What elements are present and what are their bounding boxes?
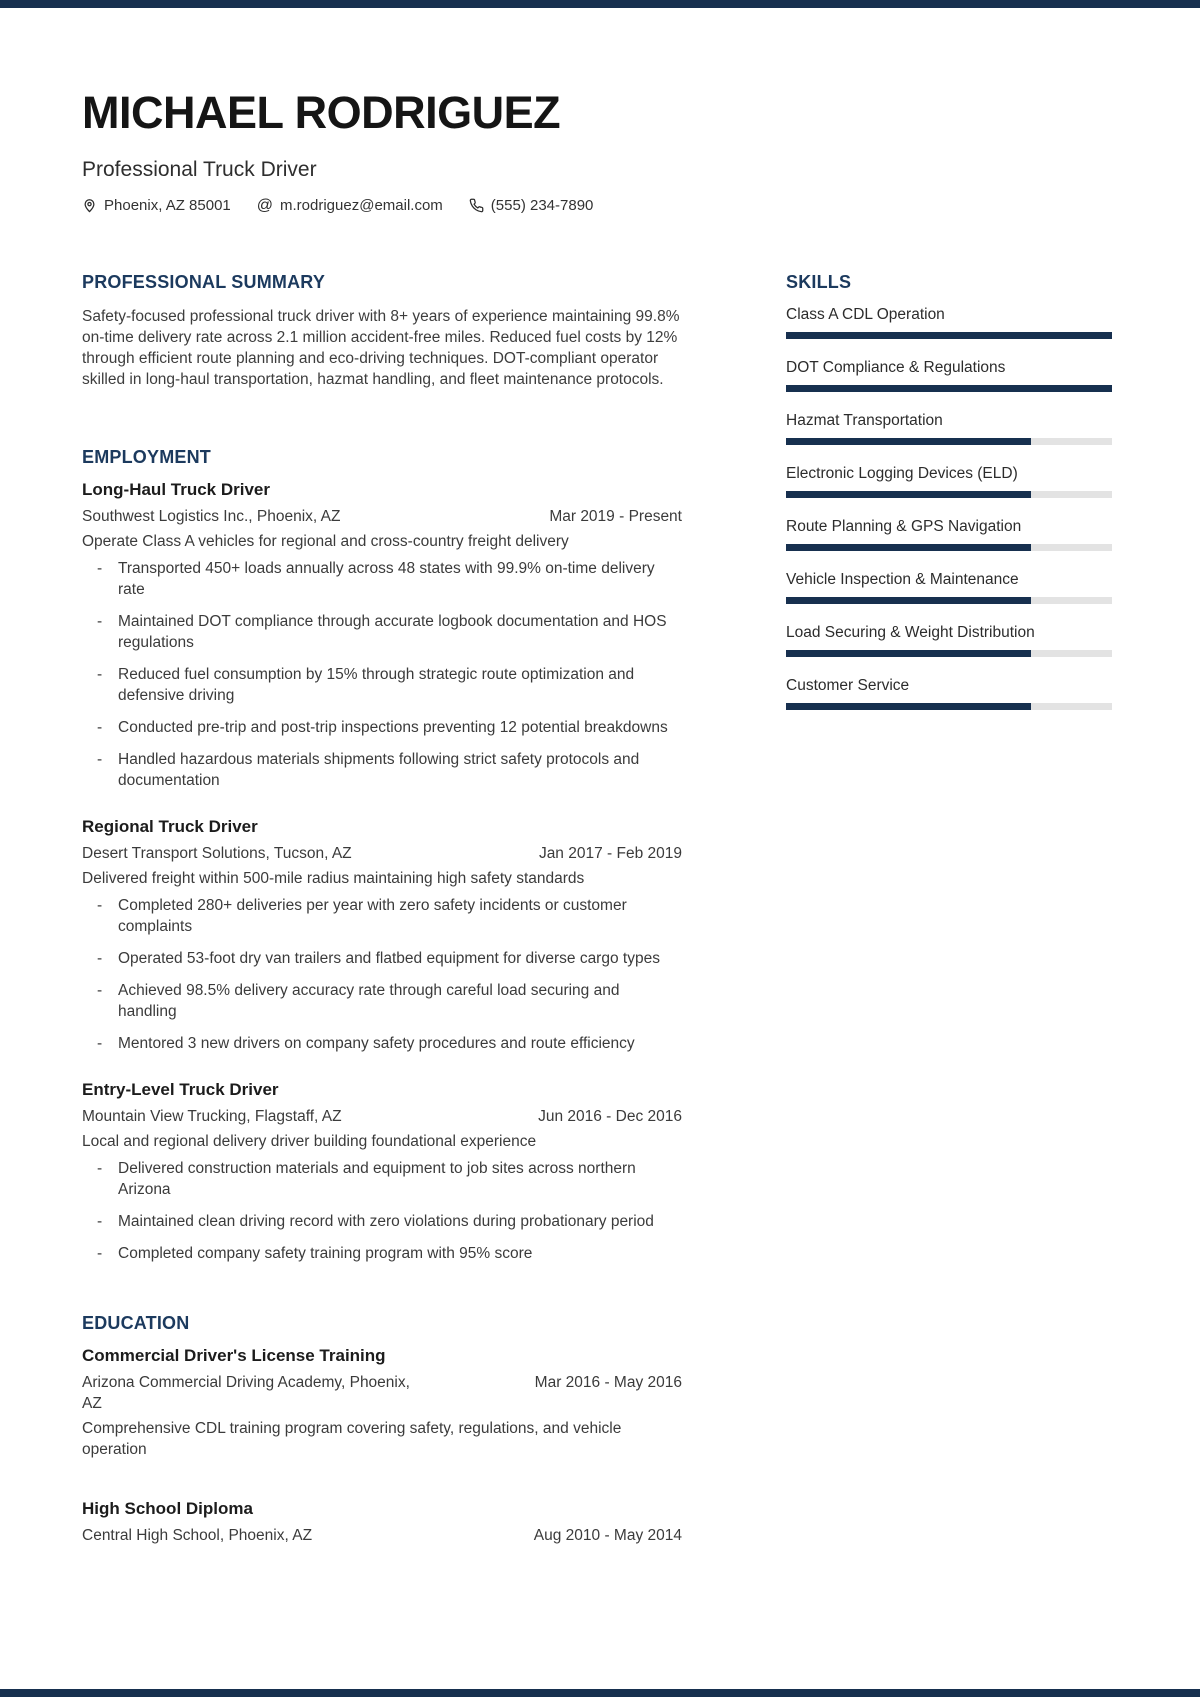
main-column — [82, 273, 682, 1550]
skill-bar-track — [786, 438, 1112, 445]
education-meta-row — [82, 1372, 682, 1414]
bullet-text: Handled hazardous materials shipments following strict safety protocols and documentation — [118, 751, 640, 789]
summary-heading: PROFESSIONAL SUMMARY — [82, 272, 326, 292]
education-title: Commercial Driver's License Training — [82, 1346, 386, 1365]
education-list — [82, 1347, 682, 1546]
summary-section — [82, 273, 682, 390]
skill-row — [786, 359, 1112, 392]
skill-row — [786, 677, 1112, 710]
job-entry — [82, 481, 682, 791]
contact-email — [257, 197, 443, 214]
bullet-text: Conducted pre-trip and post-trip inspections preventing 12 potential breakdowns — [118, 719, 668, 736]
bullet-dash: - — [97, 1160, 103, 1177]
job-entry — [82, 1081, 682, 1264]
skill-label: Electronic Logging Devices (ELD) — [786, 465, 1018, 482]
bullet-item — [97, 948, 682, 969]
bullet-text: Maintained clean driving record with zero violations during probationary period — [118, 1213, 654, 1230]
skill-label: Vehicle Inspection & Maintenance — [786, 571, 1019, 588]
bullet-item — [97, 895, 682, 937]
bullet-dash: - — [97, 751, 103, 768]
skill-row — [786, 624, 1112, 657]
bullet-item — [97, 749, 682, 791]
person-name: MICHAEL RODRIGUEZ — [82, 87, 561, 138]
education-description: Comprehensive CDL training program covering safety, regulations, and vehicle operation — [82, 1420, 622, 1458]
job-company: Desert Transport Solutions, Tucson, AZ — [82, 845, 352, 862]
education-title: High School Diploma — [82, 1499, 253, 1518]
bullet-item — [97, 717, 682, 738]
contact-email-text: m.rodriguez@email.com — [280, 197, 443, 214]
skill-bar-fill — [786, 438, 1031, 445]
skill-bar-fill — [786, 544, 1031, 551]
location-pin-icon — [82, 198, 97, 214]
summary-text: Safety-focused professional truck driver with 8+ years of experience maintaining 99.8% on-time delivery rate across 2.1 million accident-free miles. Reduced fuel costs by 12% through efficient route planning and eco-driving techniques. DOT-compliant operator skilled in long-haul transportation, hazmat handling, and fleet maintenance protocols. — [82, 308, 680, 388]
skill-bar-track — [786, 597, 1112, 604]
job-entry — [82, 818, 682, 1054]
job-company: Southwest Logistics Inc., Phoenix, AZ — [82, 508, 341, 525]
bullet-text: Transported 450+ loads annually across 48 states with 99.9% on-time delivery rate — [118, 560, 655, 598]
bullet-dash: - — [97, 1035, 103, 1052]
skill-bar-fill — [786, 597, 1031, 604]
contact-location — [82, 197, 231, 214]
job-company: Mountain View Trucking, Flagstaff, AZ — [82, 1108, 342, 1125]
bullet-dash: - — [97, 613, 103, 630]
job-meta-row — [82, 506, 682, 527]
top-accent-bar — [0, 0, 1200, 8]
education-school: Arizona Commercial Driving Academy, Phoenix, AZ — [82, 1374, 410, 1412]
bullet-text: Reduced fuel consumption by 15% through strategic route optimization and defensive driving — [118, 666, 635, 704]
skill-bar-track — [786, 703, 1112, 710]
bullet-text: Delivered construction materials and equipment to job sites across northern Arizona — [118, 1160, 636, 1198]
jobs-list — [82, 481, 682, 1264]
bullet-item — [97, 1158, 682, 1200]
skill-label: Class A CDL Operation — [786, 306, 945, 323]
skill-bar-track — [786, 650, 1112, 657]
job-bullets — [82, 558, 682, 791]
contact-phone-text: (555) 234-7890 — [490, 197, 594, 214]
education-entry — [82, 1347, 682, 1460]
bullet-item — [97, 664, 682, 706]
phone-icon — [469, 198, 484, 213]
bullet-dash: - — [97, 897, 103, 914]
education-heading: EDUCATION — [82, 1313, 190, 1333]
skill-label: Load Securing & Weight Distribution — [786, 624, 1035, 641]
job-title: Entry-Level Truck Driver — [82, 1080, 279, 1099]
bullet-dash: - — [97, 560, 103, 577]
job-description: Delivered freight within 500-mile radius maintaining high safety standards — [82, 870, 585, 887]
bullet-dash: - — [97, 1245, 103, 1262]
education-entry — [82, 1500, 682, 1546]
bullet-dash: - — [97, 719, 103, 736]
skill-bar-fill — [786, 703, 1031, 710]
skill-bar-fill — [786, 332, 1112, 339]
job-meta-row — [82, 843, 682, 864]
bullet-text: Completed 280+ deliveries per year with zero safety incidents or customer complaints — [118, 897, 627, 935]
education-dates: Mar 2016 - May 2016 — [534, 1374, 682, 1391]
contact-location-text: Phoenix, AZ 85001 — [104, 197, 231, 214]
skill-bar-fill — [786, 491, 1031, 498]
skill-label: Route Planning & GPS Navigation — [786, 518, 1022, 535]
skill-row — [786, 571, 1112, 604]
skill-bar-fill — [786, 650, 1031, 657]
skill-bar-fill — [786, 385, 1112, 392]
bullet-dash: - — [97, 982, 103, 999]
skills-heading: SKILLS — [786, 272, 852, 292]
skill-row — [786, 412, 1112, 445]
job-dates: Jun 2016 - Dec 2016 — [538, 1108, 682, 1125]
bullet-dash: - — [97, 666, 103, 683]
bullet-text: Completed company safety training program with 95% score — [118, 1245, 533, 1262]
job-meta-row — [82, 1106, 682, 1127]
skill-label: Hazmat Transportation — [786, 412, 943, 429]
person-role: Professional Truck Driver — [82, 158, 317, 181]
education-dates: Aug 2010 - May 2014 — [533, 1527, 682, 1544]
education-section — [82, 1314, 682, 1546]
bullet-dash: - — [97, 950, 103, 967]
skills-list — [786, 306, 1112, 710]
education-meta-row — [82, 1525, 682, 1546]
education-school: Central High School, Phoenix, AZ — [82, 1527, 313, 1544]
bullet-dash: - — [97, 1213, 103, 1230]
contact-phone — [469, 197, 594, 214]
skill-row — [786, 306, 1112, 339]
job-dates: Jan 2017 - Feb 2019 — [538, 845, 682, 862]
skills-column — [786, 273, 1112, 1550]
bullet-item — [97, 980, 682, 1022]
job-description: Operate Class A vehicles for regional and cross-country freight delivery — [82, 533, 569, 550]
bullet-item — [97, 1033, 682, 1054]
skill-row — [786, 465, 1112, 498]
resume-header — [82, 0, 1112, 214]
bullet-item — [97, 1243, 682, 1264]
job-title: Long-Haul Truck Driver — [82, 480, 270, 499]
bullet-text: Mentored 3 new drivers on company safety procedures and route efficiency — [118, 1035, 635, 1052]
job-title: Regional Truck Driver — [82, 817, 258, 836]
skills-section — [786, 273, 1112, 710]
bullet-item — [97, 558, 682, 600]
job-bullets — [82, 895, 682, 1054]
employment-heading: EMPLOYMENT — [82, 447, 212, 467]
bullet-text: Operated 53-foot dry van trailers and flatbed equipment for diverse cargo types — [118, 950, 660, 967]
skill-label: DOT Compliance & Regulations — [786, 359, 1006, 376]
skill-bar-track — [786, 544, 1112, 551]
job-dates: Mar 2019 - Present — [549, 508, 682, 525]
bullet-text: Maintained DOT compliance through accurate logbook documentation and HOS regulations — [118, 613, 667, 651]
skill-bar-track — [786, 491, 1112, 498]
bullet-item — [97, 611, 682, 653]
skill-label: Customer Service — [786, 677, 910, 694]
skill-bar-track — [786, 332, 1112, 339]
bullet-text: Achieved 98.5% delivery accuracy rate through careful load securing and handling — [118, 982, 620, 1020]
two-column-layout — [82, 273, 1112, 1550]
skill-bar-track — [786, 385, 1112, 392]
job-bullets — [82, 1158, 682, 1264]
bullet-item — [97, 1211, 682, 1232]
contact-row — [82, 197, 1112, 214]
skill-row — [786, 518, 1112, 551]
at-sign-icon: @ — [256, 196, 274, 214]
bottom-accent-bar — [0, 1689, 1200, 1697]
job-description: Local and regional delivery driver building foundational experience — [82, 1133, 537, 1150]
employment-section — [82, 448, 682, 1264]
